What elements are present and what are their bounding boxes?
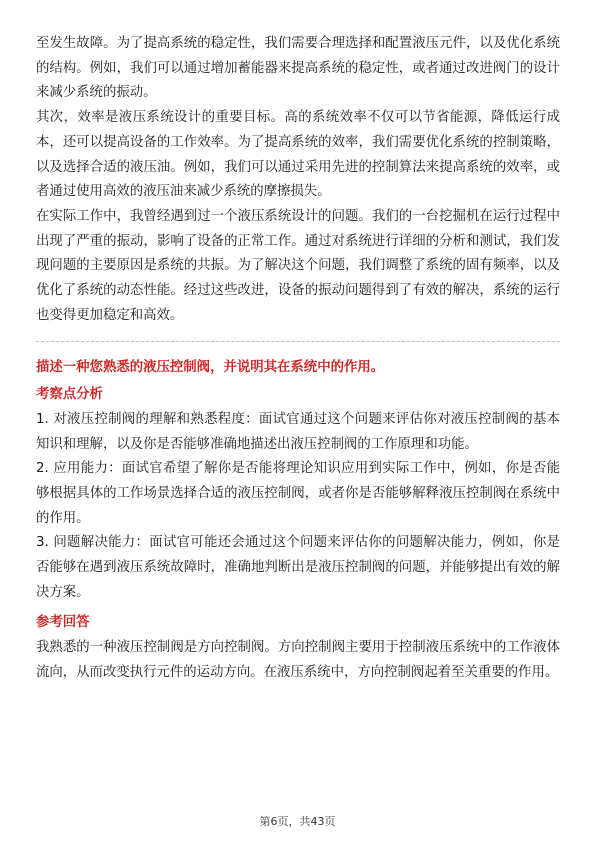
analysis-item-1: 1. 对液压控制阀的理解和熟悉程度：面试官通过这个问题来评估你对液压控制阀的基本知识和理解，以及你是否能够准确地描述出液压控制阀的工作原理和功能。	[36, 411, 560, 452]
analysis-item-2: 2. 应用能力：面试官希望了解你是否能将理论知识应用到实际工作中，例如，你是否能够根据具体的工作场景选择合适的液压控制阀，或者你是否能够解释液压控制阀在系统中的作用。	[36, 461, 560, 526]
answer-heading: 参考回答	[36, 615, 90, 631]
page-footer: 第6页，共43页	[259, 815, 336, 828]
body-paragraph-2: 其次，效率是液压系统设计的重要目标。高的系统效率不仅可以节省能源，降低运行成本，还可以提高设备的工作效率。为了提高系统的效率，我们需要优化系统的控制策略，以及选择合适的液压油。例如，我们可以通过采用先进的控制算法来提高系统的效率，或者通过使用高效的液压油来减少系统的摩擦损失。	[36, 110, 560, 200]
body-paragraph-1: 至发生故障。为了提高系统的稳定性，我们需要合理选择和配置液压元件，以及优化系统的结构。例如，我们可以通过增加蓄能器来提高系统的稳定性，或者通过改进阀门的设计来减少系统的振动。	[36, 36, 560, 101]
section-divider	[36, 341, 560, 342]
body-paragraph-3: 在实际工作中，我曾经遇到过一个液压系统设计的问题。我们的一台挖掘机在运行过程中出现了严重的振动，影响了设备的正常工作。通过对系统进行详细的分析和测试，我们发现问题的主要原因是系统的共振。为了解决这个问题，我们调整了系统的固有频率，以及优化了系统的动态性能。经过这些改进，设备的振动问题得到了有效的解决，系统的运行也变得更加稳定和高效。	[36, 208, 560, 323]
question-title: 描述一种您熟悉的液压控制阀，并说明其在系统中的作用。	[36, 360, 385, 376]
analysis-heading: 考察点分析	[36, 387, 103, 403]
analysis-item-3: 3. 问题解决能力：面试官可能还会通过这个问题来评估你的问题解决能力，例如，你是否能够在遇到液压系统故障时，准确地判断出是液压控制阀的问题，并能够提出有效的解决方案。	[36, 535, 560, 600]
answer-text: 我熟悉的一种液压控制阀是方向控制阀。方向控制阀主要用于控制液压系统中的工作液体流向，从而改变执行元件的运动方向。在液压系统中，方向控制阀起着至关重要的作用。	[36, 640, 560, 680]
document-page	[36, 32, 560, 686]
